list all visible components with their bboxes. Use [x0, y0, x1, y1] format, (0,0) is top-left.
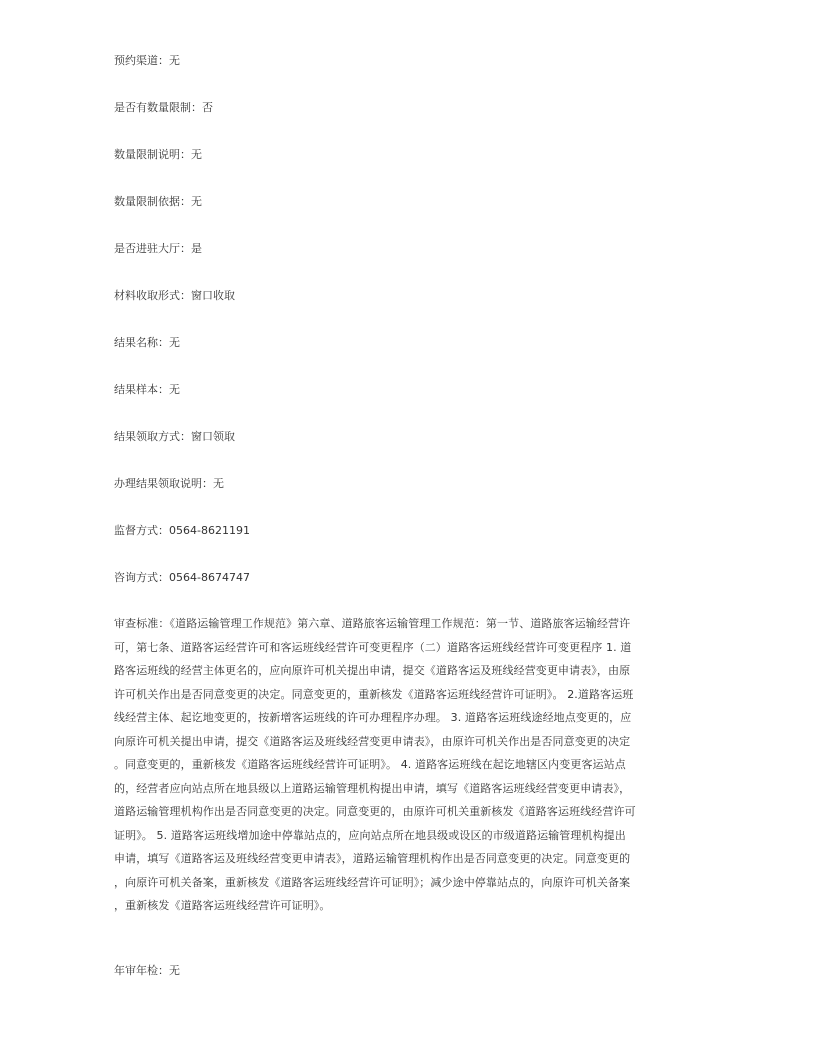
review-standard-line: ，向原许可机关备案，重新核发《道路客运班线经营许可证明》；减少途中停靠站点的，向原许可机关备案	[114, 875, 631, 889]
field-quantity-limit-description: 数量限制说明：无	[114, 148, 202, 161]
field-consultation-contact: 咨询方式：0564-8674747	[114, 571, 250, 584]
field-quantity-limit-basis: 数量限制依据：无	[114, 195, 202, 208]
field-material-collection: 材料收取形式：窗口收取	[114, 289, 235, 302]
field-booking-channel: 预约渠道：无	[114, 54, 180, 67]
field-result-name: 结果名称：无	[114, 336, 180, 349]
field-result-sample: 结果样本：无	[114, 383, 180, 396]
review-standard-line: 审查标准：《道路运输管理工作规范》第六章、道路旅客运输管理工作规范：第一节、道路旅客运输经营许	[114, 617, 631, 630]
review-standard-line: 向原许可机关提出申请，提交《道路客运及班线经营变更申请表》，由原许可机关作出是否同意变更的决定	[114, 734, 631, 748]
field-annual-review: 年审年检：无	[114, 964, 180, 977]
field-supervision-contact: 监督方式：0564-8621191	[114, 524, 250, 537]
review-standard-line: 。同意变更的，重新核发《道路客运班线经营许可证明》。 4. 道路客运班线在起讫地辖区内变更客运站点	[114, 758, 626, 771]
review-standard-line: ，重新核发《道路客运班线经营许可证明》。	[114, 899, 331, 912]
field-service-hall: 是否进驻大厅：是	[114, 242, 202, 255]
review-standard-line: 申请，填写《道路客运及班线经营变更申请表》，道路运输管理机构作出是否同意变更的决定。同意变更的	[114, 852, 631, 865]
field-result-pickup-notes: 办理结果领取说明：无	[114, 477, 224, 490]
review-standard-line: 许可机关作出是否同意变更的决定。同意变更的，重新核发《道路客运班线经营许可证明》。 2.道路客运班	[114, 687, 634, 701]
review-standard-paragraph	[114, 612, 689, 918]
field-quantity-limit: 是否有数量限制：否	[114, 101, 213, 114]
review-standard-line: 证明》。 5. 道路客运班线增加途中停靠站点的，应向站点所在地县级或设区的市级道路运输管理机构提出	[114, 828, 626, 842]
review-standard-line: 线经营主体、起讫地变更的，按新增客运班线的许可办理程序办理。 3. 道路客运班线途经地点变更的，应	[114, 711, 632, 724]
review-standard-line: 可，第七条、道路客运经营许可和客运班线经营许可变更程序（二）道路客运班线经营许可变更程序 1. 道	[114, 640, 632, 654]
review-standard-line: 道路运输管理机构作出是否同意变更的决定。同意变更的，由原许可机关重新核发《道路客运班线经营许可	[114, 805, 636, 818]
review-standard-line: 路客运班线的经营主体更名的，应向原许可机关提出申请，提交《道路客运及班线经营变更申请表》，由原	[114, 664, 631, 677]
review-standard-line: 的，经营者应向站点所在地县级以上道路运输管理机构提出申请，填写《道路客运班线经营变更申请表》，	[114, 781, 631, 795]
field-result-pickup-method: 结果领取方式：窗口领取	[114, 430, 235, 443]
